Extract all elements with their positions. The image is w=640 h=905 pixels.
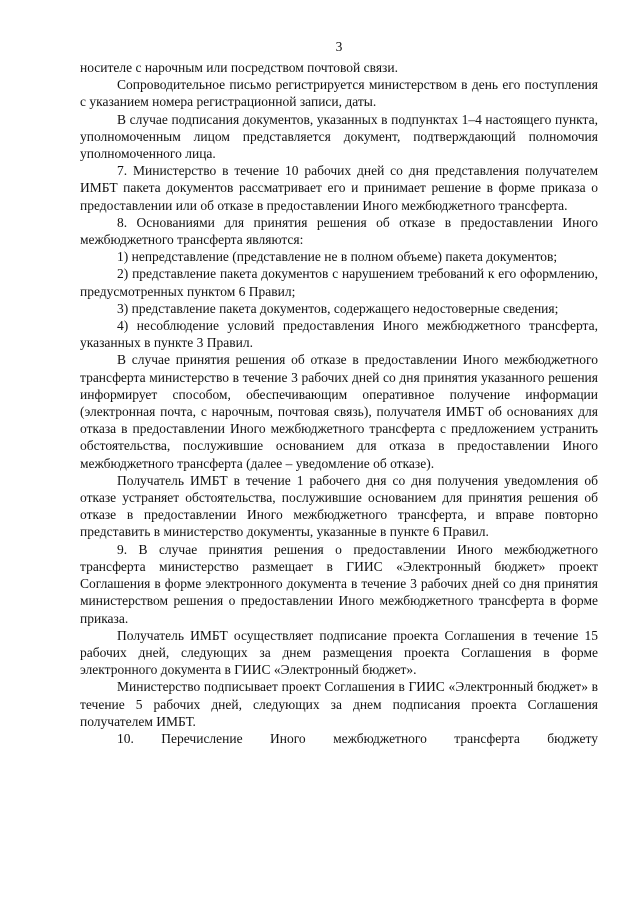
- paragraph: Получатель ИМБТ осуществляет подписание проекта Соглашения в течение 15 рабочих дней, следующих за днем размещения проекта Соглашения в форме электронного документа в ГИИС «Электронный бюджет».: [80, 627, 598, 678]
- paragraph: Получатель ИМБТ в течение 1 рабочего дня со дня получения уведомления об отказе устраняет обстоятельства, послужившие основанием для принятия решения об отказе в предоставлении Иного межбюджетного трансферта, и вправе повторно представить в министерство документы, указанные в пункте 6 Правил.: [80, 472, 598, 540]
- paragraph: носителе с нарочным или посредством почтовой связи.: [80, 60, 398, 75]
- paragraph: 9. В случае принятия решения о предоставлении Иного межбюджетного трансферта министерство размещает в ГИИС «Электронный бюджет» проект Соглашения в форме электронного документа в течение 3 рабочих дней со дня принятия министерством решения о предоставлении Иного межбюджетного трансферта в форме приказа.: [80, 541, 598, 626]
- paragraph: 4) несоблюдение условий предоставления Иного межбюджетного трансферта, указанных в пункте 3 Правил.: [80, 318, 598, 351]
- paragraph: Министерство подписывает проект Соглашения в ГИИС «Электронный бюджет» в течение 5 рабочих дней, следующих за днем подписания проекта Соглашения получателем ИМБТ.: [80, 679, 598, 729]
- paragraph: 3) представление пакета документов, содержащего недостоверные сведения;: [117, 300, 559, 316]
- paragraph: 8. Основаниями для принятия решения об отказе в предоставлении Иного межбюджетного трансферта являются:: [80, 214, 598, 248]
- paragraph: В случае подписания документов, указанных в подпунктах 1–4 настоящего пункта, уполномоченным лицом представляется документ, подтверждающий полномочия уполномоченного лица.: [80, 111, 598, 162]
- paragraph: 10. Перечисление Иного межбюджетного трансферта бюджету: [117, 730, 598, 746]
- paragraph: 7. Министерство в течение 10 рабочих дней со дня представления получателем ИМБТ пакета документов рассматривает его и принимает решение в форме приказа о предоставлении или об отказе в предоставлении Иного межбюджетного трансферта.: [80, 163, 598, 213]
- document-body: [80, 59, 598, 747]
- paragraph: 1) непредставление (представление не в полном объеме) пакета документов;: [117, 249, 558, 265]
- paragraph: 2) представление пакета документов с нарушением требований к его оформлению, предусмотренных пунктом 6 Правил;: [80, 266, 598, 299]
- paragraph: В случае принятия решения об отказе в предоставлении Иного межбюджетного трансферта министерство в течение 3 рабочих дней со дня принятия указанного решения информирует способом, обеспечивающим оперативное получение информации (электронная почта, с нарочным, почтовая связь), получателя ИМБТ об основаниях для отказа в предоставлении Иного межбюджетного трансферта с предложением устранить обстоятельства, послужившие основанием для отказа в предоставлении Иного межбюджетного трансферта (далее – уведомление об отказе).: [80, 352, 598, 471]
- paragraph: Сопроводительное письмо регистрируется министерством в день его поступления с указанием номера регистрационной записи, даты.: [80, 77, 598, 110]
- page-number: 3: [335, 39, 343, 54]
